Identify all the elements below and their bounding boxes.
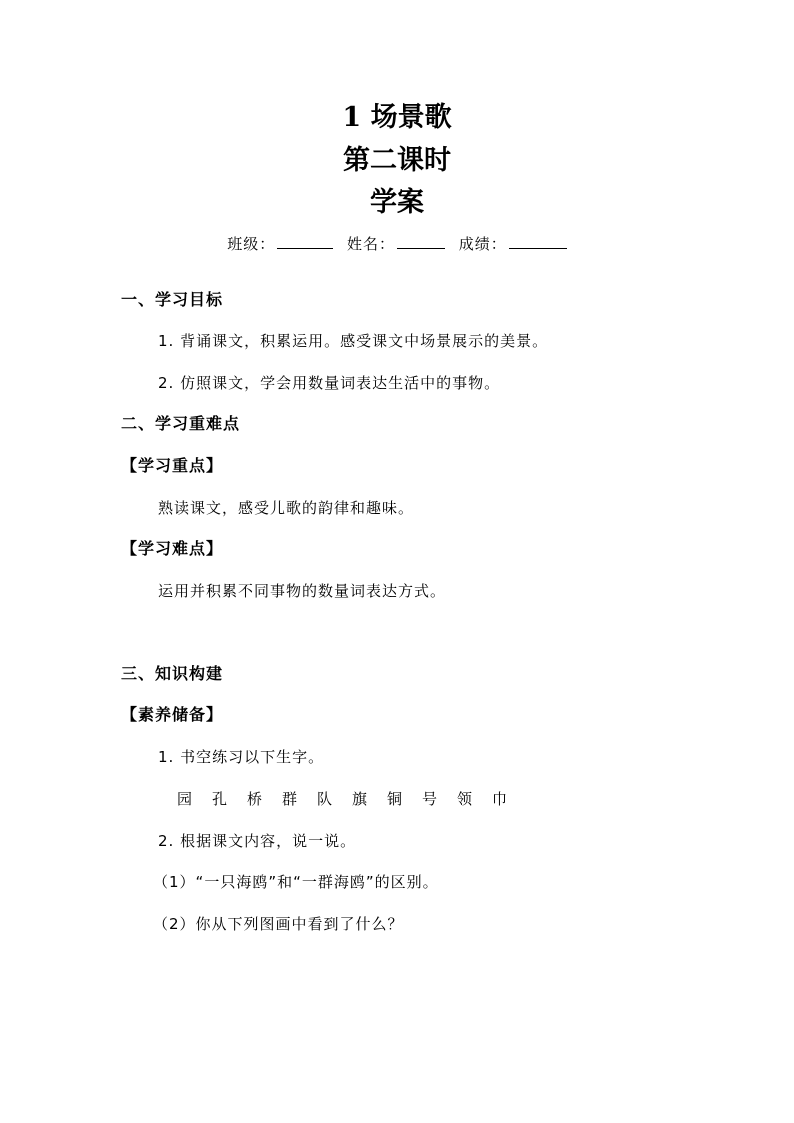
objective-item: 2. 仿照课文，学会用数量词表达生活中的事物。 bbox=[158, 374, 501, 392]
character: 桥 bbox=[247, 790, 264, 808]
class-label: 班级： bbox=[227, 235, 276, 253]
class-blank[interactable] bbox=[277, 233, 333, 249]
document-type: 学案 bbox=[370, 187, 424, 218]
difficult-point-text: 运用并积累不同事物的数量词表达方式。 bbox=[158, 582, 447, 600]
name-blank[interactable] bbox=[397, 233, 445, 249]
lesson-period: 第二课时 bbox=[343, 145, 451, 176]
student-info-row bbox=[0, 233, 794, 254]
question-1: 1. 书空练习以下生字。 bbox=[158, 748, 325, 766]
question-2-part-1: （1）“一只海鸥”和“一群海鸥”的区别。 bbox=[153, 873, 439, 891]
character: 队 bbox=[317, 790, 334, 808]
character-list bbox=[177, 788, 527, 810]
score-blank[interactable] bbox=[509, 233, 567, 249]
difficult-point-label: 【学习难点】 bbox=[121, 539, 224, 558]
character: 孔 bbox=[212, 790, 229, 808]
character: 园 bbox=[177, 790, 194, 808]
question-2-part-2: （2）你从下列图画中看到了什么？ bbox=[153, 915, 404, 933]
question-2: 2. 根据课文内容，说一说。 bbox=[158, 832, 357, 850]
key-point-label: 【学习重点】 bbox=[121, 456, 224, 475]
character: 旗 bbox=[352, 790, 369, 808]
name-label: 姓名： bbox=[346, 235, 395, 253]
preparation-label: 【素养储备】 bbox=[121, 705, 224, 724]
character: 领 bbox=[457, 790, 474, 808]
lesson-title: 1 场景歌 bbox=[342, 102, 452, 133]
character: 巾 bbox=[492, 790, 509, 808]
key-point-text: 熟读课文，感受儿歌的韵律和趣味。 bbox=[158, 499, 415, 517]
section-heading-key-points: 二、学习重难点 bbox=[121, 414, 241, 433]
character: 铜 bbox=[387, 790, 404, 808]
objective-item: 1. 背诵课文，积累运用。感受课文中场景展示的美景。 bbox=[158, 332, 549, 350]
section-heading-knowledge: 三、知识构建 bbox=[121, 664, 224, 683]
character: 群 bbox=[282, 790, 299, 808]
character: 号 bbox=[422, 790, 439, 808]
score-label: 成绩： bbox=[458, 235, 507, 253]
section-heading-objectives: 一、学习目标 bbox=[121, 290, 224, 309]
